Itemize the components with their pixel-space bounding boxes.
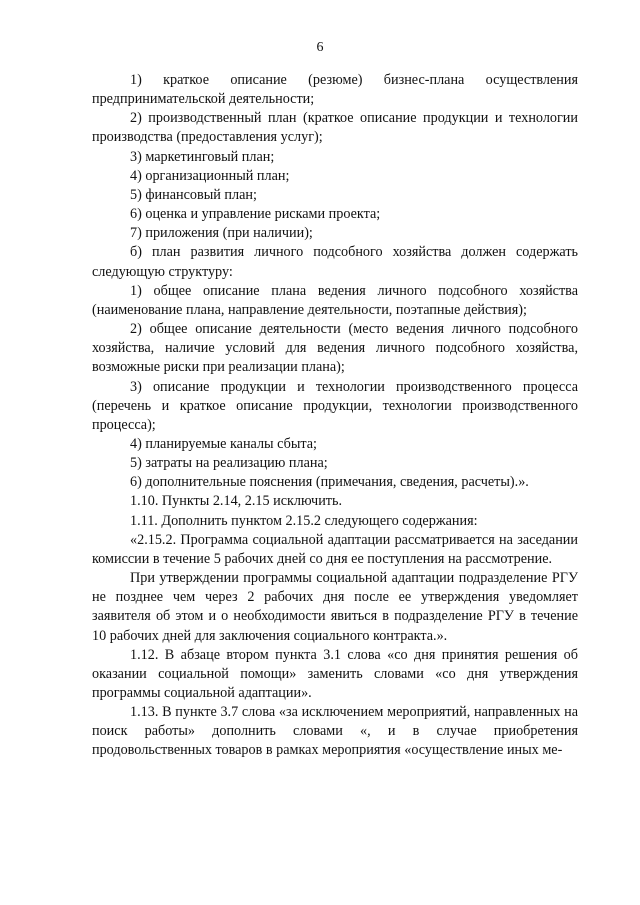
- paragraph-activity-description: 2) общее описание деятельности (место ведения личного подсобного хозяйства, наличие условий для ведения личного подсобного хозяйства, возможные риски при реализации плана);: [92, 321, 578, 376]
- paragraph-business-plan-summary: 1) краткое описание (резюме) бизнес-плана осуществления предпринимательской деятельности;: [92, 72, 578, 108]
- paragraph-sales-channels: 4) планируемые каналы сбыта;: [130, 435, 317, 452]
- paragraph-plan-costs: 5) затраты на реализацию плана;: [130, 455, 328, 472]
- paragraph-item-1-13: 1.13. В пункте 3.7 слова «за исключением мероприятий, направленных на поиск работы» дополнить словами «, и в случае приобретения продовольственных товаров в рамках мероприятия «осуществление иных ме-: [92, 704, 578, 759]
- paragraph-financial-plan: 5) финансовый план;: [130, 186, 257, 203]
- paragraph-item-1-11: 1.11. Дополнить пунктом 2.15.2 следующего содержания:: [130, 512, 478, 529]
- document-body: [92, 71, 578, 761]
- page-number: 6: [316, 40, 324, 55]
- paragraph-item-2-15-2: «2.15.2. Программа социальной адаптации рассматривается на заседании комиссии в течение 5 рабочих дней со дня ее поступления на рассмотрение.: [92, 531, 578, 567]
- paragraph-product-technology: 3) описание продукции и технологии производственного процесса (перечень и краткое описание продукции, технологии производственного процесса);: [92, 378, 578, 433]
- paragraph-item-1-12: 1.12. В абзаце втором пункта 3.1 слова «со дня принятия решения об оказании социальной помощи» заменить словами «со дня утверждения программы социальной адаптации».: [92, 646, 578, 701]
- paragraph-production-plan: 2) производственный план (краткое описание продукции и технологии производства (предоставления услуг);: [92, 110, 578, 146]
- paragraph-organizational-plan: 4) организационный план;: [130, 167, 290, 184]
- paragraph-household-general-description: 1) общее описание плана ведения личного подсобного хозяйства (наименование плана, направление деятельности, поэтапные действия);: [92, 282, 578, 318]
- paragraph-program-approval: При утверждении программы социальной адаптации подразделение РГУ не позднее чем через 2 рабочих дня после ее утверждения уведомляет заявителя об этом и о необходимости явиться в подразделение РГУ в течение 10 рабочих дней для заключения социального контракта.».: [92, 570, 578, 644]
- paragraph-household-plan-structure: б) план развития личного подсобного хозяйства должен содержать следующую структуру:: [92, 244, 578, 280]
- paragraph-appendices: 7) приложения (при наличии);: [130, 225, 313, 242]
- paragraph-marketing-plan: 3) маркетинговый план;: [130, 148, 275, 165]
- paragraph-additional-notes: 6) дополнительные пояснения (примечания, сведения, расчеты).».: [130, 474, 529, 491]
- paragraph-item-1-10: 1.10. Пункты 2.14, 2.15 исключить.: [130, 493, 343, 510]
- paragraph-risk-management: 6) оценка и управление рисками проекта;: [130, 206, 381, 223]
